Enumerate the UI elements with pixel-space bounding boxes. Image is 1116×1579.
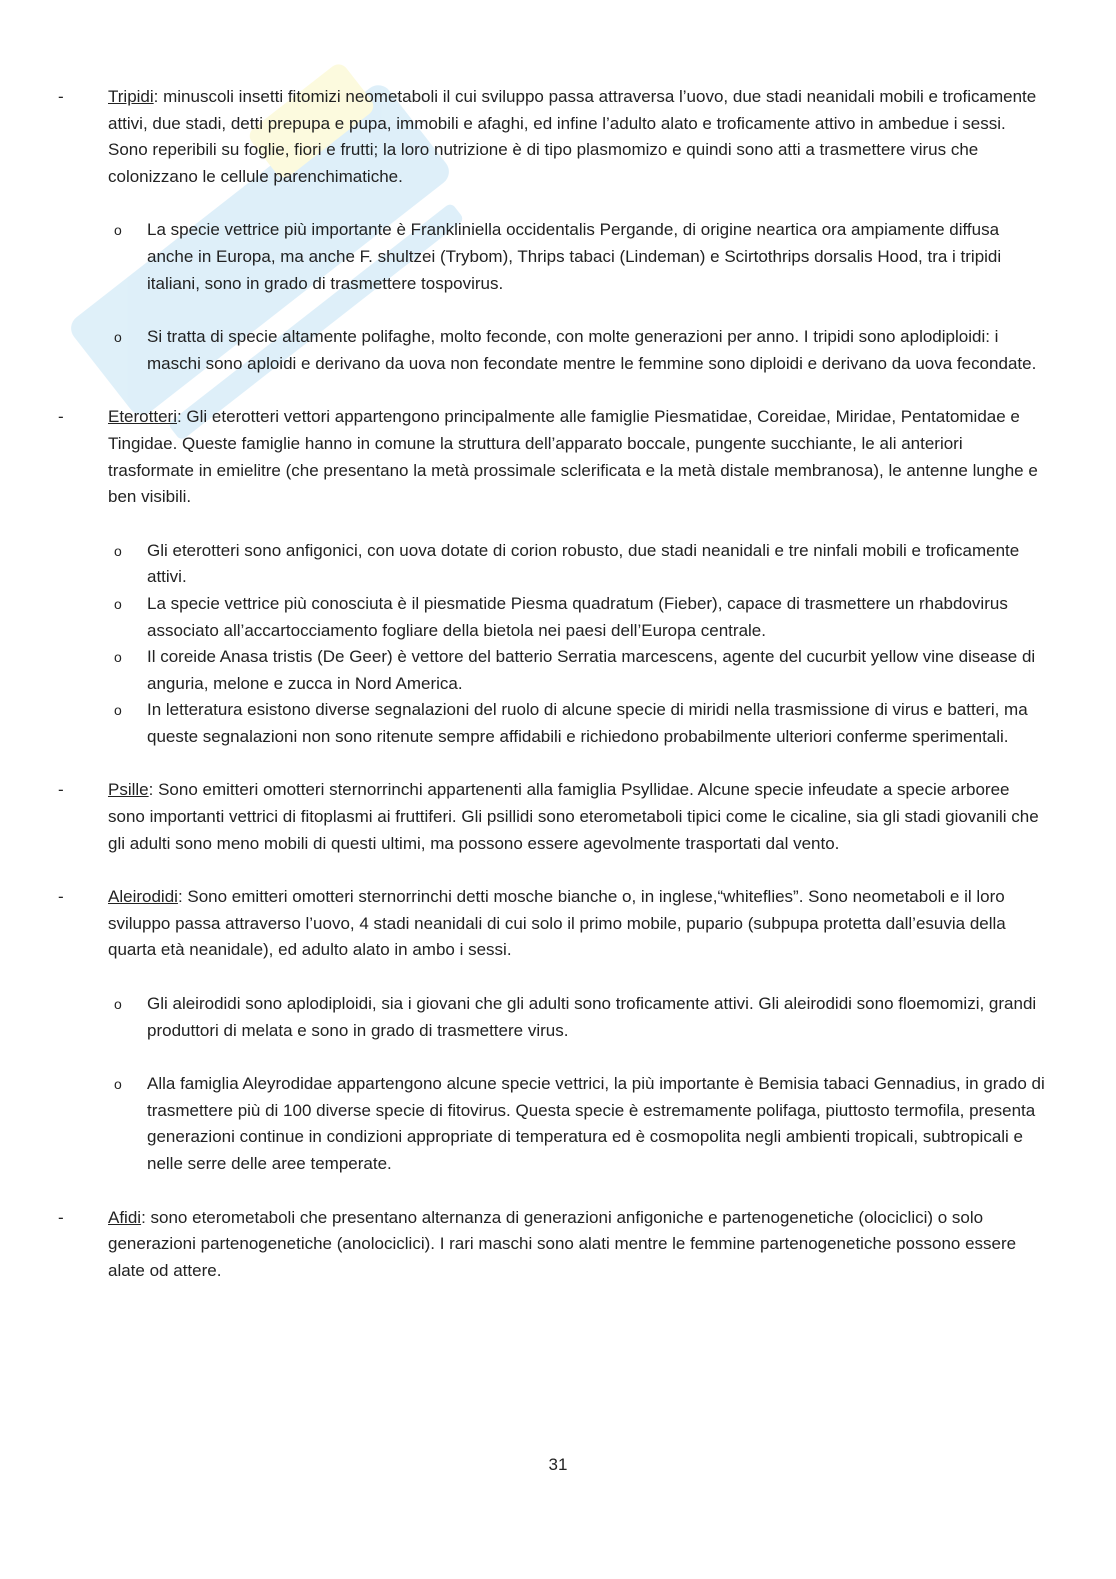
list-item-eterotteri — [0, 404, 1116, 510]
term-heading: Afidi — [108, 1207, 142, 1227]
sub-list-item — [0, 697, 1116, 750]
paragraph — [108, 404, 1048, 510]
sub-paragraph: La specie vettrice più importante è Frankliniella occidentalis Pergande, di origine neartica ora ampiamente diffusa anche in Europa, ma anche F. shultzei (Trybom), Thrips tabaci (Lindeman) e Scirtothrips dorsalis Hood, tra i tripidi italiani, sono in grado di trasmettere tospovirus. — [147, 220, 1002, 293]
sub-list-item — [0, 591, 1116, 644]
document-body — [0, 84, 1116, 1284]
paragraph — [108, 84, 1048, 190]
circle-bullet-icon: o — [114, 542, 122, 559]
circle-bullet-icon: o — [114, 1076, 122, 1093]
sub-paragraph: In letteratura esistono diverse segnalazioni del ruolo di alcune specie di miridi nella trasmissione di virus e batteri, ma queste segnalazioni non sono ritenute sempre affidabili e richiedono probabilmente ulteriori conferme sperimentali. — [147, 700, 1028, 746]
paragraph-text: : minuscoli insetti fitomizi neometaboli il cui sviluppo passa attraversa l’uovo, due stadi neanidali mobili e troficamente attivi, due stadi, detti prepupa e pupa, immobili e afaghi, ed infine l’adulto alato e troficamente attivo in ambedue i sessi. Sono reperibili su foglie, fiori e frutti; la loro nutrizione è di tipo plasmomizo e quindi sono atti a trasmettere virus che colonizzano le cellule parenchimatiche. — [108, 87, 1037, 186]
sub-paragraph: La specie vettrice più conosciuta è il piesmatide Piesma quadratum (Fieber), capace di trasmettere un rhabdovirus associato all’accartocciamento fogliare della bietola nei paesi dell’Europa centrale. — [147, 593, 1008, 640]
list-item-tripidi — [0, 84, 1116, 190]
sub-list-item — [0, 644, 1116, 697]
term-heading: Psille — [108, 780, 149, 800]
paragraph — [108, 777, 1048, 857]
term-heading: Tripidi — [108, 87, 154, 106]
paragraph-text: : Gli eterotteri vettori appartengono principalmente alle famiglie Piesmatidae, Coreidae, Miridae, Pentatomidae e Tingidae. Queste famiglie hanno in comune la struttura dell’apparato boccale, pungente succhiante, le ali anteriori trasformate in emielitre (che presentano la metà prossimale sclerificata e la metà distale membranosa), le antenne lunghe e ben visibili. — [108, 407, 1038, 507]
term-heading: Aleirodidi — [108, 887, 178, 907]
circle-bullet-icon: o — [114, 222, 122, 239]
sub-list-item — [0, 1071, 1116, 1177]
term-heading: Eterotteri — [108, 407, 177, 427]
sub-paragraph: Gli eterotteri sono anfigonici, con uova dotate di corion robusto, due stadi neanidali e tre ninfali mobili e troficamente attivi. — [147, 540, 1020, 587]
dash-bullet: - — [58, 780, 64, 800]
list-item-aleirodidi — [0, 884, 1116, 964]
list-item-afidi — [0, 1205, 1116, 1285]
paragraph-text: : sono eterometaboli che presentano alternanza di generazioni anfigoniche e partenogenetiche (olociclici) o solo generazioni partenogenetiche (anolociclici). I rari maschi sono alati mentre le femmine partenogenetiche possono essere alate od attere. — [108, 1207, 1017, 1280]
sub-list-item — [0, 217, 1116, 297]
circle-bullet-icon: o — [114, 996, 122, 1013]
circle-bullet-icon: o — [114, 329, 122, 346]
sub-list-item — [0, 991, 1116, 1044]
dash-bullet: - — [58, 1207, 64, 1227]
dash-bullet: - — [58, 87, 64, 106]
circle-bullet-icon: o — [114, 649, 122, 666]
sub-list-item — [0, 324, 1116, 377]
sub-paragraph: Il coreide Anasa tristis (De Geer) è vettore del batterio Serratia marcescens, agente del cucurbit yellow vine disease di anguria, melone e zucca in Nord America. — [147, 647, 1036, 693]
dash-bullet: - — [58, 887, 64, 907]
list-item-psille — [0, 777, 1116, 857]
sub-paragraph: Gli aleirodidi sono aplodiploidi, sia i giovani che gli adulti sono troficamente attivi. Gli aleirodidi sono floemomizi, grandi produttori di melata e sono in grado di trasmettere virus. — [147, 994, 1037, 1040]
paragraph — [108, 884, 1048, 964]
circle-bullet-icon: o — [114, 702, 122, 719]
dash-bullet: - — [58, 407, 64, 427]
paragraph-text: : Sono emitteri omotteri sternorrinchi appartenenti alla famiglia Psyllidae. Alcune specie infeudate a specie arboree sono importanti vettrici di fitoplasmi ai fruttiferi. Gli psillidi sono eterometaboli tipici come le cicaline, sia gli stadi giovanili che gli adulti sono meno mobili di questi ultimi, ma possono essere agevolmente trasportati dal vento. — [108, 780, 1039, 853]
sub-list-item — [0, 538, 1116, 591]
page-number: 31 — [548, 1455, 568, 1474]
sub-paragraph: Si tratta di specie altamente polifaghe, molto feconde, con molte generazioni per anno. I tripidi sono aplodiploidi: i maschi sono aploidi e derivano da uova non fecondate mentre le femmine sono diploidi e derivano da uova fecondate. — [147, 327, 1037, 373]
circle-bullet-icon: o — [114, 595, 122, 612]
sub-paragraph: Alla famiglia Aleyrodidae appartengono alcune specie vettrici, la più importante è Bemisia tabaci Gennadius, in grado di trasmettere più di 100 diverse specie di fitovirus. Questa specie è estremamente polifaga, piuttosto termofila, presenta generazioni continue in condizioni appropriate di temperatura ed è cosmopolita negli ambienti tropicali, subtropicali e nelle serre delle aree temperate. — [147, 1074, 1045, 1173]
paragraph — [108, 1205, 1048, 1285]
paragraph-text: : Sono emitteri omotteri sternorrinchi detti mosche bianche o, in inglese,“whiteflies”. Sono neometaboli e il loro sviluppo passa attraverso l’uovo, 4 stadi neanidali di cui solo il primo mobile, pupario (subpupa protetta dall’esuvia della quarta età neanidale), ed adulto alato in ambo i sessi. — [108, 887, 1006, 960]
